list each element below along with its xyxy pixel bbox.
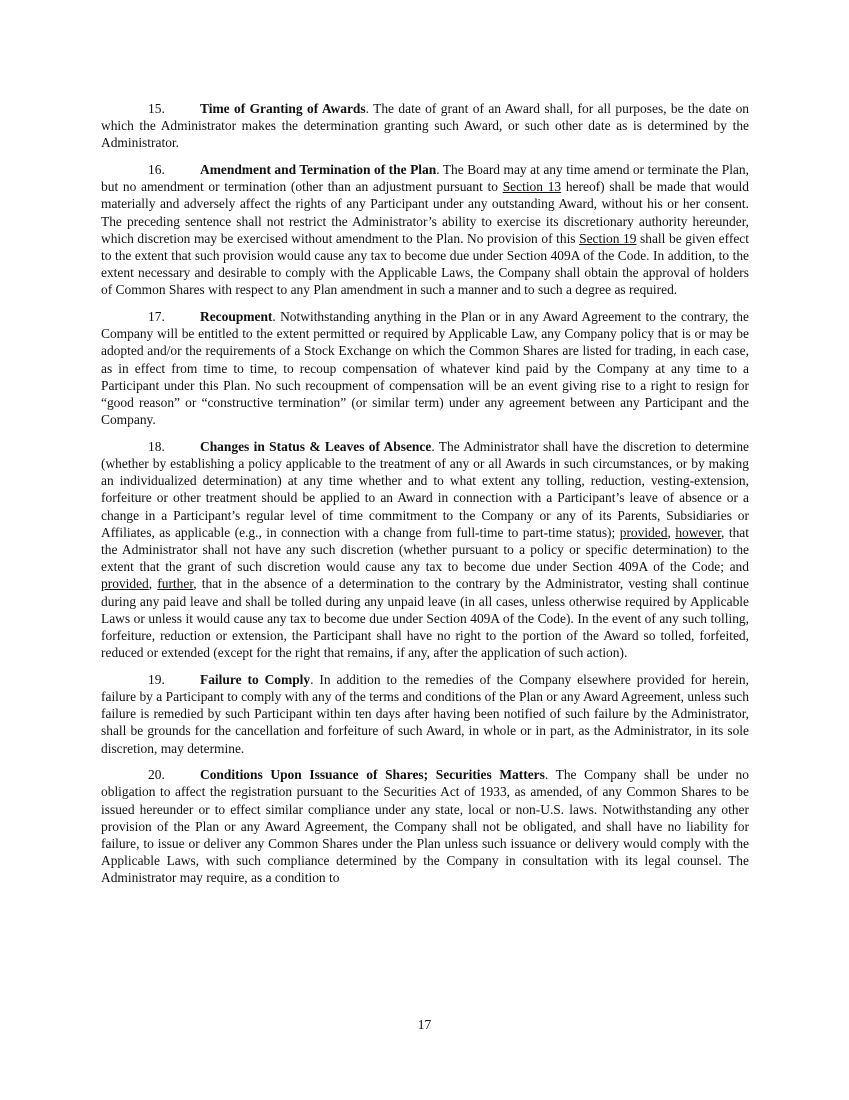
underlined-term: however [675,524,722,540]
page-number: 17 [417,1017,432,1032]
underlined-term: provided [619,524,668,540]
section-18 [101,438,749,662]
section-number: 18. [148,438,165,454]
section-13-reference: Section 13 [502,179,562,195]
section-body: hereof) shall be made that would materially and adversely affect the rights of any Participant under any outstanding Award, without his or her consent. The preceding sentence shall not restrict the Administrator’s ability to exercise its discretionary authority hereunder, which discretion may be exercised without amendment to the Plan. No provision of this [101,179,750,246]
section-number: 19. [148,671,165,687]
section-number: 16. [148,162,165,177]
underlined-term: further [157,576,194,592]
section-title: Changes in Status & Leaves of Absence [200,438,432,454]
section-title: Amendment and Termination of the Plan [200,162,437,177]
section-title: Failure to Comply [200,671,311,687]
section-body: , that in the absence of a determination to the contrary by the Administrator, vesting shall continue during any paid leave and shall be tolled during any unpaid leave (in all cases, unless otherwise required by Applicable Laws or unless it would cause any tax to become due under Section 409A of the Code). In the event of any such tolling, forfeiture, reduction or extension, the Participant shall have no right to the portion of the Award so tolled, forfeited, reduced or extended (except for the right that remains, if any, after the application of such action). [101,576,749,661]
section-body: . Notwithstanding anything in the Plan or in any Award Agreement to the contrary, the Company will be entitled to the extent permitted or required by Applicable Law, any Company policy that is or may be adopted and/or the requirements of a Stock Exchange on which the Common Shares are listed for trading, in each case, as in effect from time to time, to recoup compensation of whatever kind paid by the Company at any time to a Participant under this Plan. No such recoupment of compensation will be an event giving rise to a right to resign for “good reason” or “constructive termination” (or similar term) under any agreement between any Participant and the Company. [101,309,749,428]
section-title: Recoupment [200,309,273,325]
section-20 [101,766,749,886]
document-page [101,100,749,896]
section-body: , that the Administrator shall not have any such discretion (whether pursuant to a policy or specific determination) to the extent that the grant of such discretion would cause any tax to become due under Section 409A of the Code; and [101,524,750,575]
section-19 [101,671,749,757]
section-body: . In addition to the remedies of the Company elsewhere provided for herein, failure by a Participant to comply with any of the terms and conditions of the Plan or any Award Agreement, unless such failure is remedied by such Participant within ten days after having been notified of such failure by the Administrator, shall be grounds for the cancellation and forfeiture of such Award, in whole or in part, as the Administrator, in its sole discretion, may determine. [101,671,749,756]
separator: , [148,576,158,592]
section-15 [101,100,749,152]
section-number: 17. [148,309,165,325]
section-title: Time of Granting of Awards [200,101,366,116]
section-19-reference: Section 19 [579,230,637,246]
section-body: shall be given effect to the extent that such provision would cause any tax to become due under Section 409A of the Code. In addition, to the extent necessary and desirable to comply with the Applicable Laws, the Company shall obtain the approval of holders of Common Shares with respect to any Plan amendment in such a manner and to such a degree as required. [101,230,749,298]
underlined-term: provided [101,576,149,592]
section-body: . The Administrator shall have the discretion to determine (whether by establishing a policy applicable to the treatment of any or all Awards in such circumstances, or by making an individualized determination) at any time whether and to what extent any tolling, reduction, vesting-extension, forfeiture or other treatment should be applied to an Award in connection with a Participant’s leave of absence or a change in a Participant’s regular level of time commitment to the Company or any of its Parents, Subsidiaries or Affiliates, as applicable (e.g., in connection with a change from full-time to part-time status); [101,438,749,540]
section-body: . The Board may at any time amend or terminate the Plan, but no amendment or termination (other than an adjustment pursuant to [101,162,749,195]
section-number: 20. [148,767,165,783]
section-17 [101,308,749,428]
section-body: . The date of grant of an Award shall, for all purposes, be the date on which the Administrator makes the determination granting such Award, or such other date as is determined by the Administrator. [101,101,750,151]
section-body: . The Company shall be under no obligation to affect the registration pursuant to the Securities Act of 1933, as amended, of any Common Shares to be issued hereunder or to effect similar compliance under any state, local or non-U.S. laws. Notwithstanding any other provision of the Plan or any Award Agreement, the Company shall not be obligated, and shall have no liability for failure, to issue or deliver any Common Shares under the Plan unless such issuance or delivery would comply with the Applicable Laws, with such compliance determined by the Company in consultation with its legal counsel. The Administrator may require, as a condition to [101,767,749,886]
section-16 [101,161,749,299]
section-title: Conditions Upon Issuance of Shares; Securities Matters [200,767,545,783]
section-number: 15. [148,101,165,116]
separator: , [667,524,676,540]
